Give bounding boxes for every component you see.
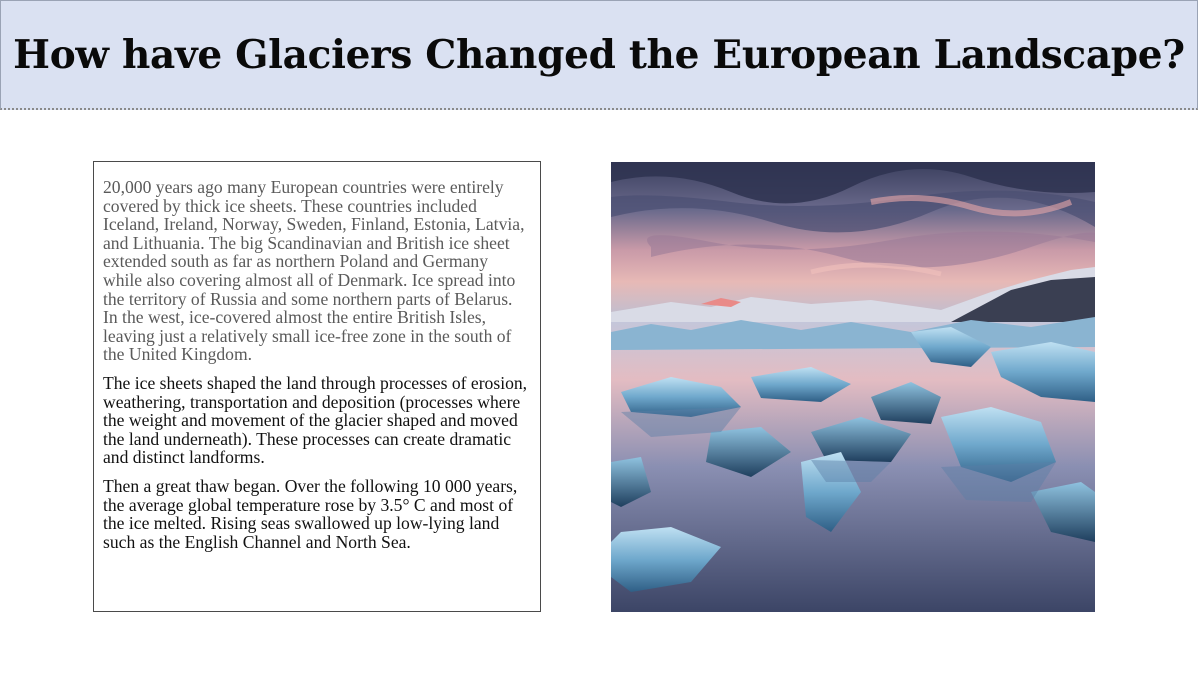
glacier-lagoon-photo (611, 162, 1095, 612)
slide-title: How have Glaciers Changed the European Landscape? (13, 32, 1185, 78)
paragraph-great-thaw: Then a great thaw began. Over the following 10 000 years, the average global temperature rose by 3.5° C and most of the ice melted. Rising seas swallowed up low-lying land such as the English Channel and North Sea. (103, 475, 518, 552)
paragraph-glacial-processes: The ice sheets shaped the land through processes of erosion, weathering, transportation and deposition (processes where the weight and movement of the glacier shaped and moved the land underneath). These processes can create dramatic and distinct landforms. (103, 372, 528, 468)
title-bar (0, 0, 1198, 110)
paragraph-ice-sheets-extent: 20,000 years ago many European countries were entirely covered by thick ice sheets. These countries included Iceland, Ireland, Norway, Sweden, Finland, Estonia, Latvia, and Lithuania. The big Scandinavian and British ice sheet extended south as far as northern Poland and Germany while also covering almost all of Denmark. Ice spread into the territory of Russia and some northern parts of Belarus. In the west, ice-covered almost the entire British Isles, leaving just a relatively small ice-free zone in the south of the United Kingdom. (103, 177, 525, 365)
glacier-lagoon-illustration (611, 162, 1095, 612)
text-box (93, 161, 541, 612)
